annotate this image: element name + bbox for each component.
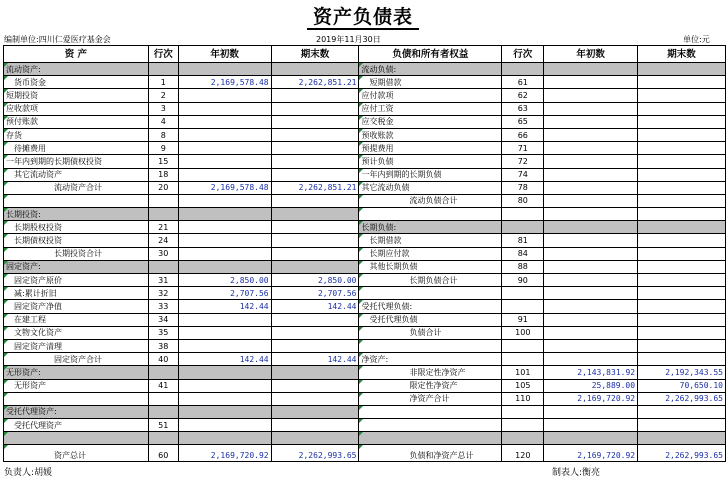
liability-name-cell: 应付工资 xyxy=(359,102,502,115)
asset-name-cell: 短期投资 xyxy=(4,89,149,102)
asset-line-cell: 1 xyxy=(148,76,178,89)
liability-name-cell: 其他长期负债 xyxy=(359,260,502,273)
liability-line-cell: 71 xyxy=(502,142,544,155)
asset-line-cell: 2 xyxy=(148,89,178,102)
table-row xyxy=(4,339,726,352)
asset-name-cell: 固定资产原价 xyxy=(4,274,149,287)
asset-end-cell xyxy=(271,208,359,221)
asset-line-cell: 51 xyxy=(148,419,178,432)
asset-name-cell xyxy=(4,194,149,207)
liability-end-cell xyxy=(638,63,726,76)
liability-end-cell xyxy=(638,142,726,155)
liability-name-cell: 净资产: xyxy=(359,353,502,366)
asset-begin-cell xyxy=(178,379,271,392)
liability-name-cell: 长期负债合计 xyxy=(359,274,502,287)
liability-line-cell: 101 xyxy=(502,366,544,379)
asset-name-cell: 减:累计折旧 xyxy=(4,287,149,300)
liability-end-cell xyxy=(638,89,726,102)
table-row xyxy=(4,221,726,234)
liability-begin-cell: 2,143,831.92 xyxy=(544,366,638,379)
liability-begin-cell xyxy=(544,405,638,418)
liability-line-cell: 80 xyxy=(502,194,544,207)
liability-line-cell xyxy=(502,208,544,221)
asset-end-cell xyxy=(271,432,359,445)
liability-name-cell: 非限定性净资产 xyxy=(359,366,502,379)
asset-end-cell xyxy=(271,405,359,418)
liability-begin-cell xyxy=(544,63,638,76)
asset-end-cell xyxy=(271,392,359,405)
liability-begin-cell xyxy=(544,247,638,260)
asset-name-cell xyxy=(4,392,149,405)
table-row xyxy=(4,142,726,155)
asset-name-cell: 一年内到期的长期债权投资 xyxy=(4,155,149,168)
asset-end-cell xyxy=(271,339,359,352)
asset-begin-cell xyxy=(178,221,271,234)
report-date: 2019年11月30日 xyxy=(316,35,381,44)
asset-begin-cell xyxy=(178,142,271,155)
asset-line-cell: 4 xyxy=(148,115,178,128)
asset-begin-cell xyxy=(178,392,271,405)
table-row xyxy=(4,392,726,405)
liability-begin-cell xyxy=(544,89,638,102)
asset-begin-cell: 2,169,578.48 xyxy=(178,76,271,89)
asset-begin-cell xyxy=(178,168,271,181)
header-begin: 年初数 xyxy=(178,46,271,63)
asset-begin-cell xyxy=(178,208,271,221)
asset-name-cell: 存货 xyxy=(4,128,149,141)
liability-begin-cell xyxy=(544,287,638,300)
liability-end-cell xyxy=(638,234,726,247)
liability-end-cell xyxy=(638,76,726,89)
liability-name-cell xyxy=(359,419,502,432)
liability-begin-cell: 25,889.00 xyxy=(544,379,638,392)
liability-name-cell: 长期借款 xyxy=(359,234,502,247)
liability-begin-cell xyxy=(544,168,638,181)
asset-end-cell xyxy=(271,326,359,339)
liability-end-cell xyxy=(638,194,726,207)
asset-end-cell xyxy=(271,194,359,207)
asset-end-cell: 2,707.56 xyxy=(271,287,359,300)
asset-name-cell: 其它流动资产 xyxy=(4,168,149,181)
asset-begin-cell xyxy=(178,102,271,115)
asset-end-cell xyxy=(271,102,359,115)
asset-name-cell: 受托代理资产 xyxy=(4,419,149,432)
asset-begin-cell xyxy=(178,366,271,379)
asset-line-cell: 40 xyxy=(148,353,178,366)
liability-name-cell: 限定性净资产 xyxy=(359,379,502,392)
liability-begin-cell xyxy=(544,419,638,432)
liability-line-cell xyxy=(502,432,544,445)
liability-end-cell xyxy=(638,405,726,418)
liability-line-cell xyxy=(502,405,544,418)
asset-begin-cell xyxy=(178,194,271,207)
table-row xyxy=(4,405,726,418)
asset-begin-cell: 142.44 xyxy=(178,353,271,366)
table-row xyxy=(4,274,726,287)
asset-line-cell: 20 xyxy=(148,181,178,194)
asset-begin-cell xyxy=(178,326,271,339)
liability-begin-cell xyxy=(544,326,638,339)
liability-end-cell xyxy=(638,247,726,260)
asset-name-cell xyxy=(4,432,149,445)
asset-end-cell xyxy=(271,221,359,234)
asset-end-cell xyxy=(271,89,359,102)
liability-end-cell xyxy=(638,128,726,141)
table-row xyxy=(4,102,726,115)
asset-line-cell: 33 xyxy=(148,300,178,313)
liability-name-cell: 预提费用 xyxy=(359,142,502,155)
asset-end-cell xyxy=(271,419,359,432)
liability-line-cell xyxy=(502,300,544,313)
liability-begin-cell xyxy=(544,234,638,247)
asset-line-cell: 18 xyxy=(148,168,178,181)
asset-name-cell: 待摊费用 xyxy=(4,142,149,155)
header-end: 期末数 xyxy=(271,46,359,63)
table-row xyxy=(4,379,726,392)
asset-line-cell xyxy=(148,392,178,405)
liability-begin-cell xyxy=(544,353,638,366)
asset-end-cell xyxy=(271,168,359,181)
asset-line-cell xyxy=(148,432,178,445)
table-row xyxy=(4,181,726,194)
liability-begin-cell xyxy=(544,142,638,155)
asset-name-cell: 文物文化资产 xyxy=(4,326,149,339)
asset-name-cell: 应收款项 xyxy=(4,102,149,115)
asset-end-cell xyxy=(271,379,359,392)
asset-begin-cell: 142.44 xyxy=(178,300,271,313)
liability-line-cell: 84 xyxy=(502,247,544,260)
liability-begin-cell xyxy=(544,115,638,128)
header-end2: 期末数 xyxy=(638,46,726,63)
liability-end-cell xyxy=(638,339,726,352)
asset-line-cell: 15 xyxy=(148,155,178,168)
liability-end-cell xyxy=(638,115,726,128)
liability-end-cell xyxy=(638,287,726,300)
asset-end-cell xyxy=(271,247,359,260)
asset-begin-cell xyxy=(178,260,271,273)
liability-end-cell xyxy=(638,221,726,234)
header-line2: 行次 xyxy=(502,46,544,63)
table-row xyxy=(4,208,726,221)
asset-begin-cell xyxy=(178,247,271,260)
asset-line-cell: 35 xyxy=(148,326,178,339)
liability-name-cell: 一年内到期的长期负债 xyxy=(359,168,502,181)
table-row xyxy=(4,76,726,89)
liability-end-cell xyxy=(638,300,726,313)
liability-line-cell xyxy=(502,419,544,432)
asset-line-cell: 32 xyxy=(148,287,178,300)
liability-name-cell xyxy=(359,432,502,445)
liability-begin-cell xyxy=(544,432,638,445)
liability-begin-cell xyxy=(544,194,638,207)
asset-begin-cell xyxy=(178,432,271,445)
liability-end-cell: 2,262,993.65 xyxy=(638,445,726,462)
asset-end-cell xyxy=(271,234,359,247)
asset-begin-cell xyxy=(178,128,271,141)
liability-name-cell: 预计负债 xyxy=(359,155,502,168)
asset-end-cell: 142.44 xyxy=(271,300,359,313)
asset-begin-cell xyxy=(178,115,271,128)
asset-line-cell: 9 xyxy=(148,142,178,155)
liability-begin-cell xyxy=(544,128,638,141)
table-row xyxy=(4,432,726,445)
liability-line-cell: 78 xyxy=(502,181,544,194)
liability-line-cell xyxy=(502,63,544,76)
asset-begin-cell xyxy=(178,313,271,326)
header-row xyxy=(4,46,726,63)
asset-begin-cell xyxy=(178,63,271,76)
asset-begin-cell: 2,850.00 xyxy=(178,274,271,287)
liability-end-cell xyxy=(638,208,726,221)
asset-end-cell: 2,850.00 xyxy=(271,274,359,287)
asset-end-cell xyxy=(271,115,359,128)
asset-line-cell: 41 xyxy=(148,379,178,392)
table-row xyxy=(4,313,726,326)
asset-end-cell: 142.44 xyxy=(271,353,359,366)
liability-begin-cell: 2,169,720.92 xyxy=(544,445,638,462)
liability-name-cell: 应交税金 xyxy=(359,115,502,128)
asset-name-cell: 长期投资合计 xyxy=(4,247,149,260)
liability-name-cell: 净资产合计 xyxy=(359,392,502,405)
liability-line-cell: 90 xyxy=(502,274,544,287)
liability-name-cell xyxy=(359,208,502,221)
asset-begin-cell xyxy=(178,234,271,247)
asset-end-cell: 2,262,851.21 xyxy=(271,181,359,194)
table-row xyxy=(4,287,726,300)
asset-begin-cell xyxy=(178,339,271,352)
table-row xyxy=(4,194,726,207)
liability-end-cell xyxy=(638,168,726,181)
liability-begin-cell xyxy=(544,300,638,313)
asset-begin-cell: 2,169,578.48 xyxy=(178,181,271,194)
asset-end-cell xyxy=(271,63,359,76)
liability-name-cell: 应付款项 xyxy=(359,89,502,102)
liability-end-cell: 70,650.10 xyxy=(638,379,726,392)
footer-leader: 负责人:胡媛 xyxy=(4,468,53,478)
asset-line-cell xyxy=(148,194,178,207)
liability-begin-cell xyxy=(544,339,638,352)
table-row xyxy=(4,63,726,76)
table-row xyxy=(4,419,726,432)
asset-begin-cell xyxy=(178,89,271,102)
liability-line-cell: 62 xyxy=(502,89,544,102)
table-row xyxy=(4,366,726,379)
table-row xyxy=(4,326,726,339)
asset-name-cell: 流动资产: xyxy=(4,63,149,76)
report-title: 资产负债表 xyxy=(0,2,726,29)
table-row xyxy=(4,168,726,181)
liability-line-cell: 120 xyxy=(502,445,544,462)
asset-name-cell: 固定资产清理 xyxy=(4,339,149,352)
liability-line-cell: 74 xyxy=(502,168,544,181)
asset-name-cell: 流动资产合计 xyxy=(4,181,149,194)
asset-name-cell: 货币资金 xyxy=(4,76,149,89)
asset-name-cell: 固定资产: xyxy=(4,260,149,273)
liability-name-cell: 受托代理负债: xyxy=(359,300,502,313)
asset-end-cell xyxy=(271,155,359,168)
liability-name-cell: 其它流动负债 xyxy=(359,181,502,194)
table-row xyxy=(4,445,726,462)
header-liability: 负债和所有者权益 xyxy=(359,46,502,63)
liability-name-cell xyxy=(359,339,502,352)
liability-line-cell: 61 xyxy=(502,76,544,89)
liability-begin-cell xyxy=(544,274,638,287)
liability-end-cell xyxy=(638,155,726,168)
asset-line-cell: 38 xyxy=(148,339,178,352)
asset-end-cell xyxy=(271,142,359,155)
asset-name-cell: 长期投资: xyxy=(4,208,149,221)
asset-line-cell: 8 xyxy=(148,128,178,141)
liability-end-cell xyxy=(638,326,726,339)
liability-line-cell: 65 xyxy=(502,115,544,128)
liability-name-cell: 短期借款 xyxy=(359,76,502,89)
liability-begin-cell xyxy=(544,155,638,168)
liability-end-cell: 2,192,343.55 xyxy=(638,366,726,379)
asset-line-cell: 34 xyxy=(148,313,178,326)
liability-begin-cell xyxy=(544,313,638,326)
asset-name-cell: 受托代理资产: xyxy=(4,405,149,418)
asset-name-cell: 长期债权投资 xyxy=(4,234,149,247)
preparing-unit: 编制单位:四川仁爱医疗基金会 xyxy=(4,35,111,44)
liability-end-cell xyxy=(638,102,726,115)
asset-line-cell: 24 xyxy=(148,234,178,247)
liability-line-cell: 88 xyxy=(502,260,544,273)
asset-end-cell xyxy=(271,313,359,326)
footer-preparer: 制表人:衡亮 xyxy=(552,468,601,478)
liability-end-cell xyxy=(638,432,726,445)
liability-begin-cell xyxy=(544,260,638,273)
liability-line-cell: 72 xyxy=(502,155,544,168)
asset-begin-cell xyxy=(178,155,271,168)
balance-sheet-table xyxy=(3,45,726,462)
asset-line-cell xyxy=(148,405,178,418)
liability-begin-cell: 2,169,720.92 xyxy=(544,392,638,405)
liability-line-cell xyxy=(502,339,544,352)
asset-begin-cell: 2,707.56 xyxy=(178,287,271,300)
table-row xyxy=(4,260,726,273)
liability-name-cell: 流动负债: xyxy=(359,63,502,76)
liability-line-cell: 66 xyxy=(502,128,544,141)
asset-begin-cell xyxy=(178,405,271,418)
asset-name-cell: 固定资产净值 xyxy=(4,300,149,313)
table-row xyxy=(4,300,726,313)
asset-name-cell: 无形资产 xyxy=(4,379,149,392)
liability-name-cell: 负债合计 xyxy=(359,326,502,339)
liability-line-cell: 81 xyxy=(502,234,544,247)
liability-end-cell xyxy=(638,274,726,287)
liability-begin-cell xyxy=(544,102,638,115)
liability-begin-cell xyxy=(544,221,638,234)
asset-line-cell: 3 xyxy=(148,102,178,115)
header-begin2: 年初数 xyxy=(544,46,638,63)
liability-name-cell: 预收账款 xyxy=(359,128,502,141)
liability-line-cell xyxy=(502,221,544,234)
liability-line-cell xyxy=(502,353,544,366)
asset-line-cell xyxy=(148,366,178,379)
liability-line-cell: 100 xyxy=(502,326,544,339)
asset-end-cell: 2,262,993.65 xyxy=(271,445,359,462)
asset-name-cell: 预付账款 xyxy=(4,115,149,128)
asset-line-cell: 30 xyxy=(148,247,178,260)
table-row xyxy=(4,115,726,128)
liability-name-cell xyxy=(359,287,502,300)
liability-begin-cell xyxy=(544,76,638,89)
asset-name-cell: 在建工程 xyxy=(4,313,149,326)
asset-begin-cell xyxy=(178,419,271,432)
table-row xyxy=(4,353,726,366)
asset-name-cell: 无形资产: xyxy=(4,366,149,379)
liability-end-cell: 2,262,993.65 xyxy=(638,392,726,405)
asset-begin-cell: 2,169,720.92 xyxy=(178,445,271,462)
liability-end-cell xyxy=(638,181,726,194)
liability-name-cell: 长期负债: xyxy=(359,221,502,234)
table-row xyxy=(4,128,726,141)
liability-line-cell xyxy=(502,287,544,300)
liability-end-cell xyxy=(638,313,726,326)
liability-begin-cell xyxy=(544,181,638,194)
liability-name-cell: 负债和净资产总计 xyxy=(359,445,502,462)
asset-line-cell xyxy=(148,63,178,76)
liability-begin-cell xyxy=(544,208,638,221)
liability-end-cell xyxy=(638,419,726,432)
liability-line-cell: 91 xyxy=(502,313,544,326)
liability-line-cell: 105 xyxy=(502,379,544,392)
liability-end-cell xyxy=(638,260,726,273)
liability-line-cell: 63 xyxy=(502,102,544,115)
table-row xyxy=(4,234,726,247)
header-line: 行次 xyxy=(148,46,178,63)
asset-name-cell: 长期股权投资 xyxy=(4,221,149,234)
asset-line-cell: 21 xyxy=(148,221,178,234)
header-asset: 资 产 xyxy=(4,46,149,63)
liability-line-cell: 110 xyxy=(502,392,544,405)
asset-end-cell xyxy=(271,366,359,379)
asset-line-cell xyxy=(148,260,178,273)
liability-end-cell xyxy=(638,353,726,366)
liability-name-cell: 流动负债合计 xyxy=(359,194,502,207)
asset-name-cell: 固定资产合计 xyxy=(4,353,149,366)
table-row xyxy=(4,247,726,260)
table-row xyxy=(4,89,726,102)
asset-end-cell xyxy=(271,128,359,141)
liability-name-cell: 长期应付款 xyxy=(359,247,502,260)
asset-line-cell xyxy=(148,208,178,221)
asset-name-cell: 资产总计 xyxy=(4,445,149,462)
asset-end-cell: 2,262,851.21 xyxy=(271,76,359,89)
liability-name-cell xyxy=(359,405,502,418)
asset-line-cell: 60 xyxy=(148,445,178,462)
liability-name-cell: 受托代理负债 xyxy=(359,313,502,326)
currency-unit: 单位:元 xyxy=(683,35,710,44)
asset-line-cell: 31 xyxy=(148,274,178,287)
asset-end-cell xyxy=(271,260,359,273)
table-row xyxy=(4,155,726,168)
